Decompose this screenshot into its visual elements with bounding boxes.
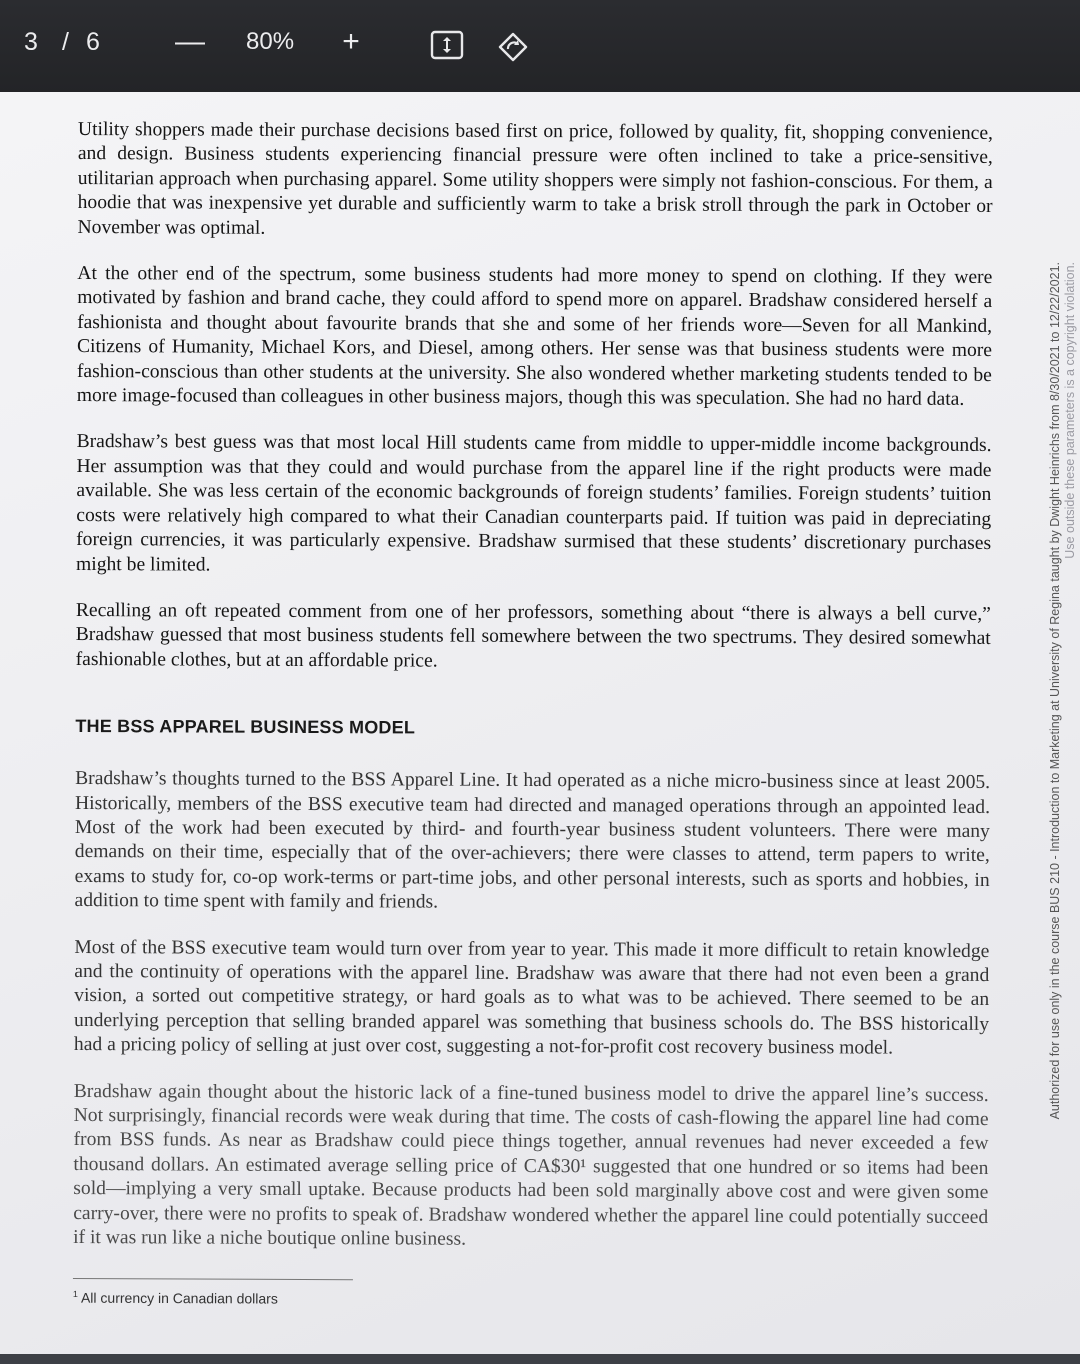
current-page-number[interactable]: 3: [24, 28, 38, 56]
document-page: [0, 92, 1080, 1354]
page-content: [73, 118, 993, 1310]
paragraph: Recalling an oft repeated comment from one of her professors, something about “there is always a bell curve,” Bradshaw guessed that most business students fell somewhere between the two spectrums. They desired somewhat fashionable clothes, but at an affordable price.: [75, 599, 991, 672]
viewer-bottom-edge: [0, 1354, 1080, 1364]
paragraph: Most of the BSS executive team would turn over from year to year. This made it more difficult to retain knowledge and the continuity of operations with the apparel line. Bradshaw was aware that there had not even been a grand vision, a sorted out competitive strategy, or hard goals as to what was to be achieved. There seemed to be an underlying perception that selling branded apparel was something that business schools do. The BSS historically had a pricing policy of selling at just over cost, suggesting a not-for-profit cost recovery business model.: [73, 936, 990, 1059]
zoom-level[interactable]: 80%: [246, 28, 295, 55]
footnote-text: All currency in Canadian dollars: [80, 1290, 278, 1307]
page-separator: /: [62, 28, 69, 56]
footnote-divider: [73, 1278, 353, 1280]
fit-page-icon[interactable]: [430, 30, 464, 60]
section-heading: THE BSS APPAREL BUSINESS MODEL: [75, 716, 416, 738]
footnote-marker: 1: [72, 1289, 78, 1300]
paragraph: Bradshaw’s thoughts turned to the BSS Apparel Line. It had operated as a niche micro-business since at least 2005. Historically, members of the BSS executive team had directed and managed operations through an appointed lead. Most of the work had been executed by third- and fourth-year business student volunteers. There were many demands on their time, especially that of the over-achievers; there were classes to attend, term papers to write, exams to study for, co-op work-terms or part-time jobs, and other personal interests, such as sports and hobbies, in addition to time spent with family and friends.: [74, 768, 991, 913]
paragraph: At the other end of the spectrum, some business students had more money to spend on clothing. If they were motivated by fashion and brand cache, they could afford to spend more on apparel. Bradshaw considered herself a fashionista and thought about favourite brands that she and some of her friends wore—Seven for all Mankind, Citizens of Humanity, Michael Kors, and Diesel, among others. Her sense was that business students were more fashion-conscious than other students at the university. She also wondered whether marketing students tended to be more image-focused than colleagues in other business majors, though this was speculation. She had no hard data.: [76, 263, 993, 410]
footnote: [73, 1289, 988, 1310]
zoom-in-button[interactable]: +: [342, 25, 360, 58]
zoom-out-button[interactable]: —: [175, 25, 205, 58]
pdf-viewer-toolbar: [0, 0, 1080, 92]
rotate-icon[interactable]: [496, 30, 530, 64]
paragraph: Utility shoppers made their purchase decisions based first on price, followed by quality, fit, shopping convenience, and design. Business students experiencing financial pressure were often inclined to take a price-sensitive, utilitarian approach when purchasing apparel. Some utility shoppers were simply not fashion-conscious. For them, a hoodie that was inexpensive yet durable and sufficiently warm to take a brisk stroll through the park in October or November was optimal.: [77, 118, 993, 239]
side-note-line: Authorized for use only in the course BUS 210 - Introduction to Marketing at University of Regina taught by Dwight Heinrichs from 8/30/2021 to 12/22/2021.: [1048, 262, 1062, 1120]
paragraph: Bradshaw again thought about the historic lack of a fine-tuned business model to drive the apparel line’s success. Not surprisingly, financial records were weak during that time. The costs of cash-flowing the apparel line had come from BSS funds. As near as Bradshaw could piece things together, annual revenues had never exceeded a few thousand dollars. An estimated average selling price of CA$30¹ suggested that one hundred or so items had been sold—implying a very small uptake. Because products had been sold marginally above cost and were given some carry-over, there were no profits to speak of. Bradshaw wondered whether the apparel line could potentially succeed if it was run like a niche boutique online business.: [73, 1080, 989, 1250]
paragraph: Bradshaw’s best guess was that most local Hill students came from middle to upper-middle income backgrounds. Her assumption was that they could and would purchase from the apparel line if the right products were made available. She was less certain of the economic backgrounds of foreign students’ families. Foreign students’ tuition costs were relatively high compared to what their Canadian counterparts paid. If tuition was paid in depreciating foreign currencies, it was particularly expensive. Bradshaw surmised that these students’ discretionary purchases might be limited.: [76, 431, 992, 576]
side-note-line: Use outside these parameters is a copyright violation.: [1063, 262, 1077, 559]
total-pages: 6: [86, 28, 100, 56]
copyright-side-note: [1048, 262, 1078, 1352]
